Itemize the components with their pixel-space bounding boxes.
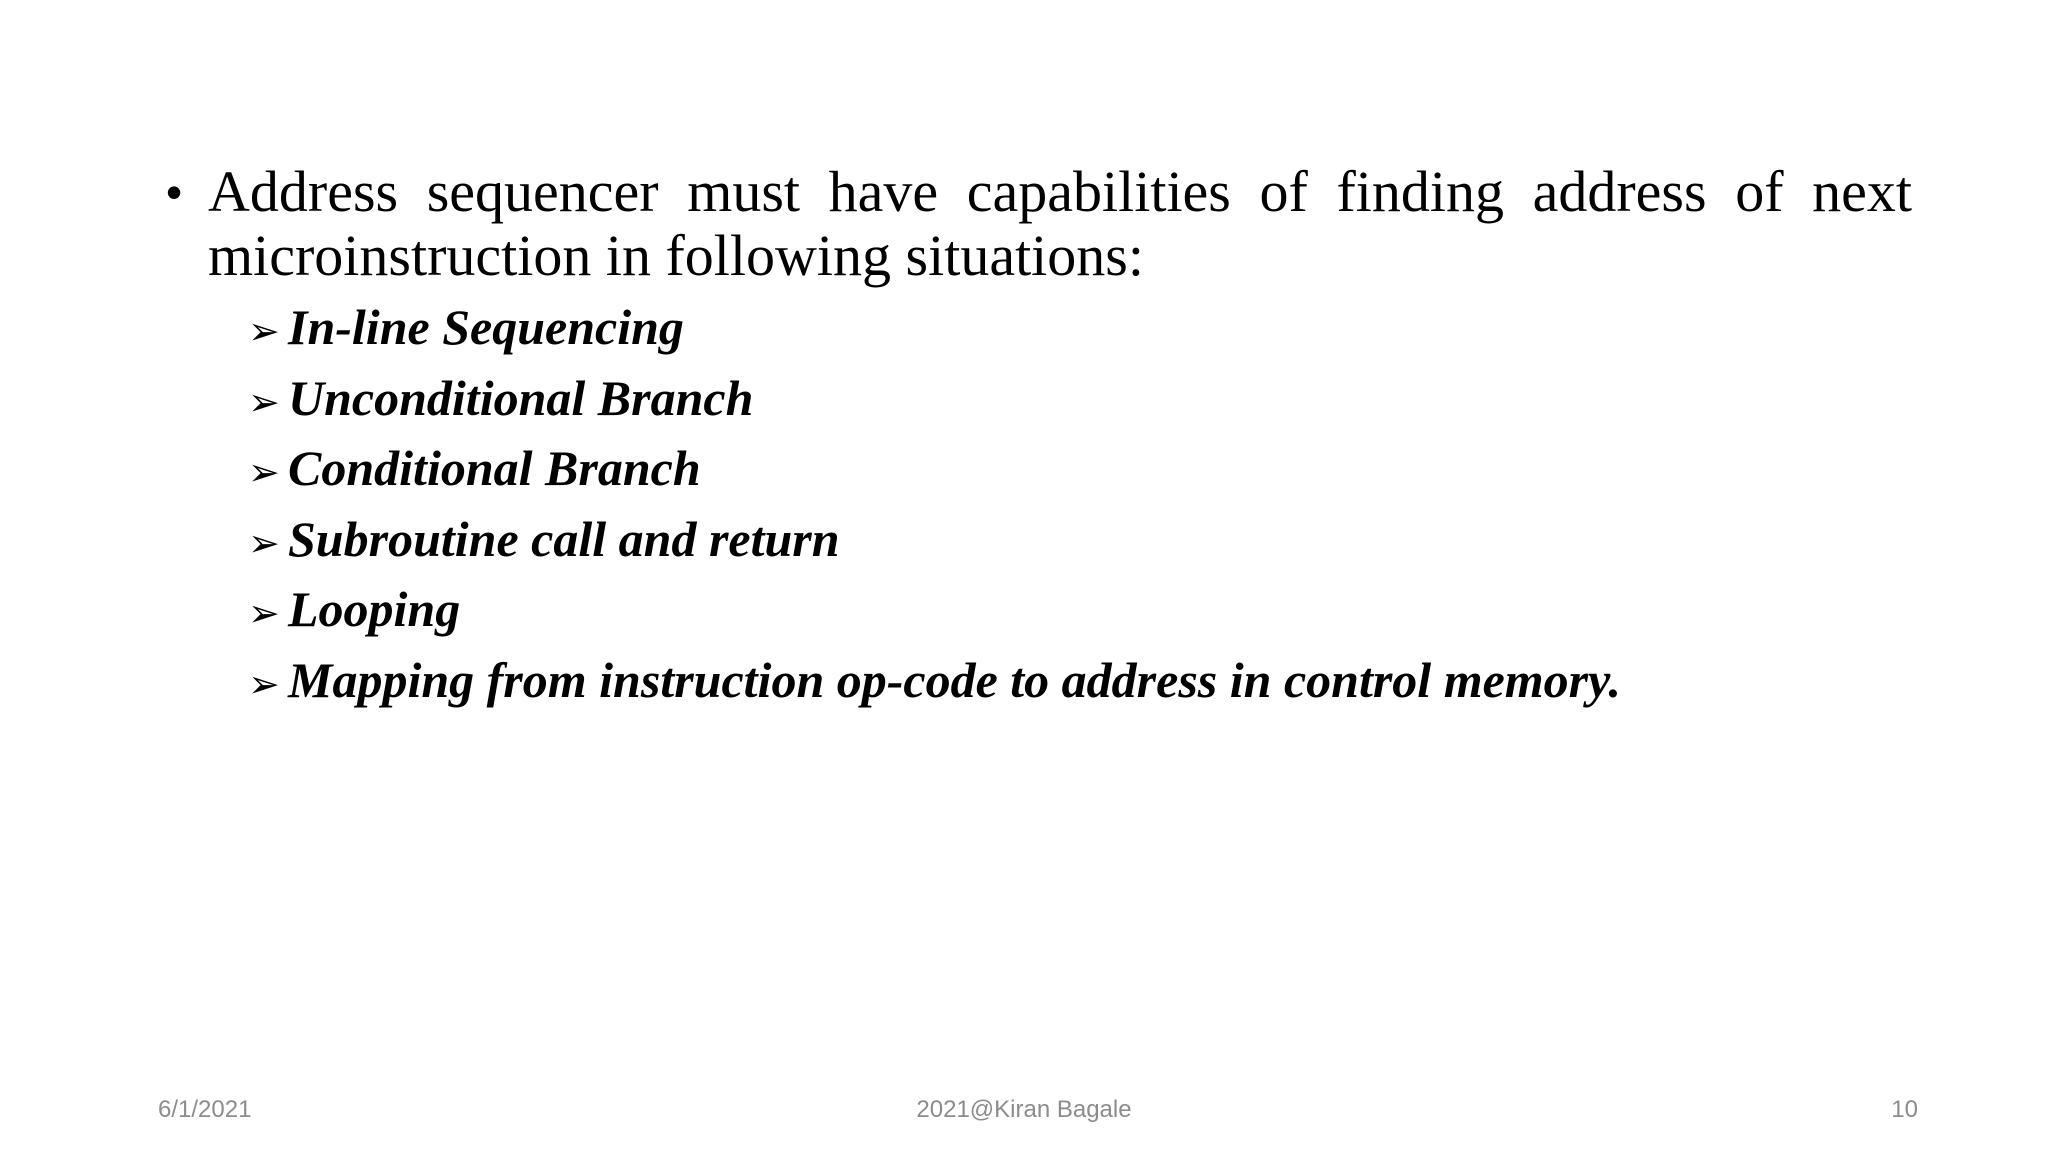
arrow-bullet-icon: ➢ — [248, 309, 280, 353]
sub-bullet-text: Mapping from instruction op-code to address in control memory. — [288, 651, 1621, 708]
footer-author: 2021@Kiran Bagale — [916, 1096, 1132, 1123]
sub-bullet-item — [248, 365, 1912, 436]
bullet-dot-icon: • — [166, 166, 183, 218]
main-bullet — [160, 160, 1912, 288]
footer-page-number: 10 — [1891, 1096, 1918, 1123]
slide-content — [160, 160, 1912, 717]
sub-bullet-list — [160, 294, 1912, 717]
sub-bullet-text: Looping — [288, 581, 461, 637]
arrow-bullet-icon: ➢ — [248, 661, 280, 706]
sub-bullet-text: In-line Sequencing — [288, 299, 684, 355]
sub-bullet-text: Subroutine call and return — [288, 510, 840, 567]
footer-date: 6/1/2021 — [158, 1096, 252, 1123]
sub-bullet-text: Unconditional Branch — [288, 369, 754, 426]
arrow-bullet-icon: ➢ — [248, 591, 280, 635]
sub-bullet-item — [248, 506, 1912, 577]
sub-bullet-item — [248, 294, 1912, 365]
arrow-bullet-icon: ➢ — [248, 379, 280, 424]
sub-bullet-item — [248, 435, 1912, 506]
arrow-bullet-icon: ➢ — [248, 450, 280, 494]
sub-bullet-text: Conditional Branch — [288, 440, 701, 496]
arrow-bullet-icon: ➢ — [248, 520, 280, 565]
sub-bullet-item — [248, 647, 1912, 718]
sub-bullet-item — [248, 576, 1912, 647]
main-bullet-text: Address sequencer must have capabilities of finding address of next microinstruction in following situations: — [208, 159, 1912, 288]
